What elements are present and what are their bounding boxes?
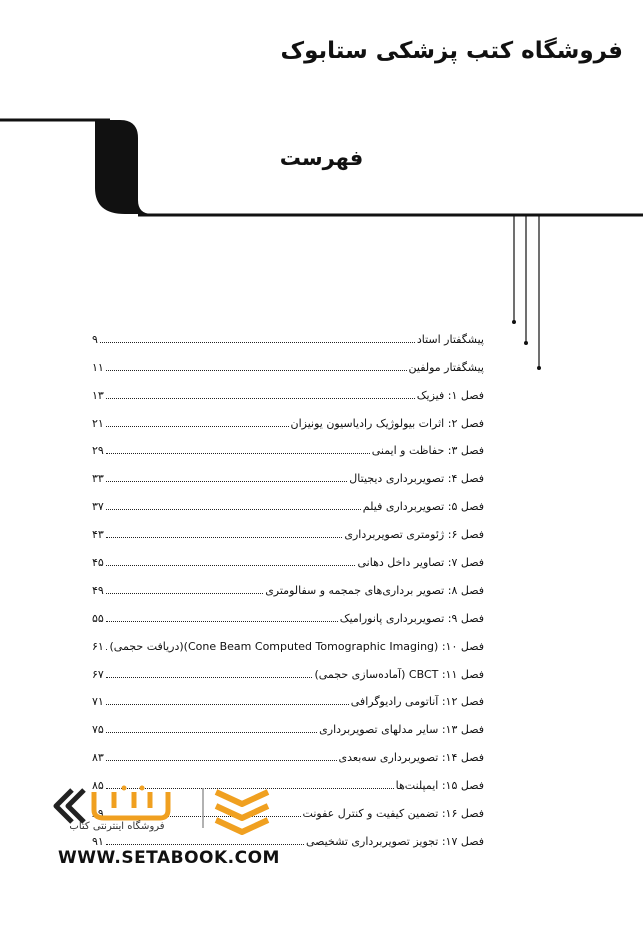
toc-entry[interactable] xyxy=(92,402,484,430)
toc-entry-label: فصل ۱۴: تصویربرداری سه‌بعدی xyxy=(338,751,484,765)
toc-entry-page: ۸۵ xyxy=(92,779,104,793)
toc-leader-dots xyxy=(106,703,349,705)
toc-entry-page: ۹ xyxy=(92,332,98,346)
toc-leader-dots xyxy=(106,425,289,427)
toc-entry-label: فصل ۱۱: CBCT (آماده‌سازی حجمی) xyxy=(314,667,484,681)
toc-entry[interactable] xyxy=(92,457,484,485)
toc-entry-page: ۴۳ xyxy=(92,528,104,542)
toc-entry[interactable] xyxy=(92,681,484,709)
toc-leader-dots xyxy=(100,341,415,343)
toc-entry[interactable] xyxy=(92,625,484,653)
toc-entry[interactable] xyxy=(92,597,484,625)
store-title: فروشگاه کتب پزشکی ستابوک xyxy=(280,38,623,64)
toc-entry[interactable] xyxy=(92,485,484,513)
toc-leader-dots xyxy=(106,592,263,594)
toc-entry-page: ۱۱ xyxy=(92,360,104,374)
toc-entry[interactable] xyxy=(92,374,484,402)
toc-entry-label: فصل ۱۰: (Cone Beam Computed Tomographic Imaging)(دریافت حجمی) xyxy=(109,639,484,653)
toc-title: فهرست xyxy=(279,146,364,170)
toc-leader-dots xyxy=(106,759,337,761)
toc-entry-page: ۴۹ xyxy=(92,583,104,597)
toc-leader-dots xyxy=(106,676,313,678)
toc-entry-label: پیشگفتار مولفین xyxy=(408,360,484,374)
toc-entry-label: فصل ۹: تصویربرداری پانورامیک xyxy=(339,611,484,625)
toc-entry-page: ۲۱ xyxy=(92,416,104,430)
toc-entry-page: ۲۹ xyxy=(92,444,104,458)
toc-entry-page: ۳۷ xyxy=(92,500,104,514)
toc-leader-dots xyxy=(106,564,356,566)
toc-entry[interactable] xyxy=(92,318,484,346)
toc-entry-label: فصل ۱: فیزیک xyxy=(416,388,484,402)
toc-entry-page: ۸۳ xyxy=(92,751,104,765)
toc-entry[interactable] xyxy=(92,653,484,681)
toc-leader-dots xyxy=(106,536,343,538)
toc-leader-dots xyxy=(106,452,370,454)
toc-entry-page: ۶۷ xyxy=(92,667,104,681)
toc-leader-dots xyxy=(106,369,407,371)
toc-entry-label: فصل ۶: ژئومتری تصویربرداری xyxy=(344,528,484,542)
toc-entry-label: فصل ۱۶: تضمین کیفیت و کنترل عفونت xyxy=(302,807,484,821)
toc-entry-label: فصل ۱۲: آناتومی رادیوگرافی xyxy=(350,695,484,709)
toc-entry-page: ۱۳ xyxy=(92,388,104,402)
toc-leader-dots xyxy=(106,397,415,399)
toc-leader-dots xyxy=(106,731,317,733)
toc-entry-label: فصل ۴: تصویربرداری دیجیتال xyxy=(349,472,484,486)
toc-entry[interactable] xyxy=(92,513,484,541)
toc-leader-dots xyxy=(106,508,361,510)
toc-entry-label: فصل ۲: اثرات بیولوژیک رادیاسیون یونیزان xyxy=(290,416,484,430)
toc-leader-dots xyxy=(106,648,108,650)
toc-entry[interactable] xyxy=(92,430,484,458)
toc-entry-label: فصل ۵: تصویربرداری فیلم xyxy=(362,500,484,514)
toc-entry[interactable] xyxy=(92,569,484,597)
toc-entry-page: ۶۱ xyxy=(92,639,104,653)
toc-entry-page: ۸۹ xyxy=(92,807,104,821)
toc-entry-label: فصل ۷: تصاویر داخل دهانی xyxy=(357,556,484,570)
toc-leader-dots xyxy=(106,480,347,482)
toc-entry-label: فصل ۱۵: ایمپلنت‌ها xyxy=(395,779,484,793)
toc-entry-page: ۵۵ xyxy=(92,611,104,625)
toc-entry[interactable] xyxy=(92,736,484,764)
toc-entry-label: فصل ۸: تصویر برداری‌های جمجمه و سفالومتری xyxy=(265,583,484,597)
toc-entry-page: ۷۵ xyxy=(92,723,104,737)
toc-entry-page: ۴۵ xyxy=(92,556,104,570)
toc-entry-page: ۳۳ xyxy=(92,472,104,486)
toc-list xyxy=(92,318,484,848)
setabook-url[interactable]: WWW.SETABOOK.COM xyxy=(58,848,280,868)
toc-leader-dots xyxy=(106,620,338,622)
toc-entry[interactable] xyxy=(92,541,484,569)
toc-entry-page: ۷۱ xyxy=(92,695,104,709)
toc-entry-label: فصل ۱۷: تجویز تصویربرداری تشخیصی xyxy=(305,834,484,848)
toc-entry-label: فصل ۳: حفاظت و ایمنی xyxy=(371,444,484,458)
toc-entry[interactable] xyxy=(92,708,484,736)
toc-entry-label: فصل ۱۳: سایر مدلهای تصویربرداری xyxy=(319,723,484,737)
toc-entry-page: ۹۱ xyxy=(92,834,104,848)
setabook-subtitle: فروشگاه اینترنتی کتاب xyxy=(69,821,165,832)
toc-entry-label: پیشگفتار استاد xyxy=(416,332,484,346)
toc-entry[interactable] xyxy=(92,346,484,374)
